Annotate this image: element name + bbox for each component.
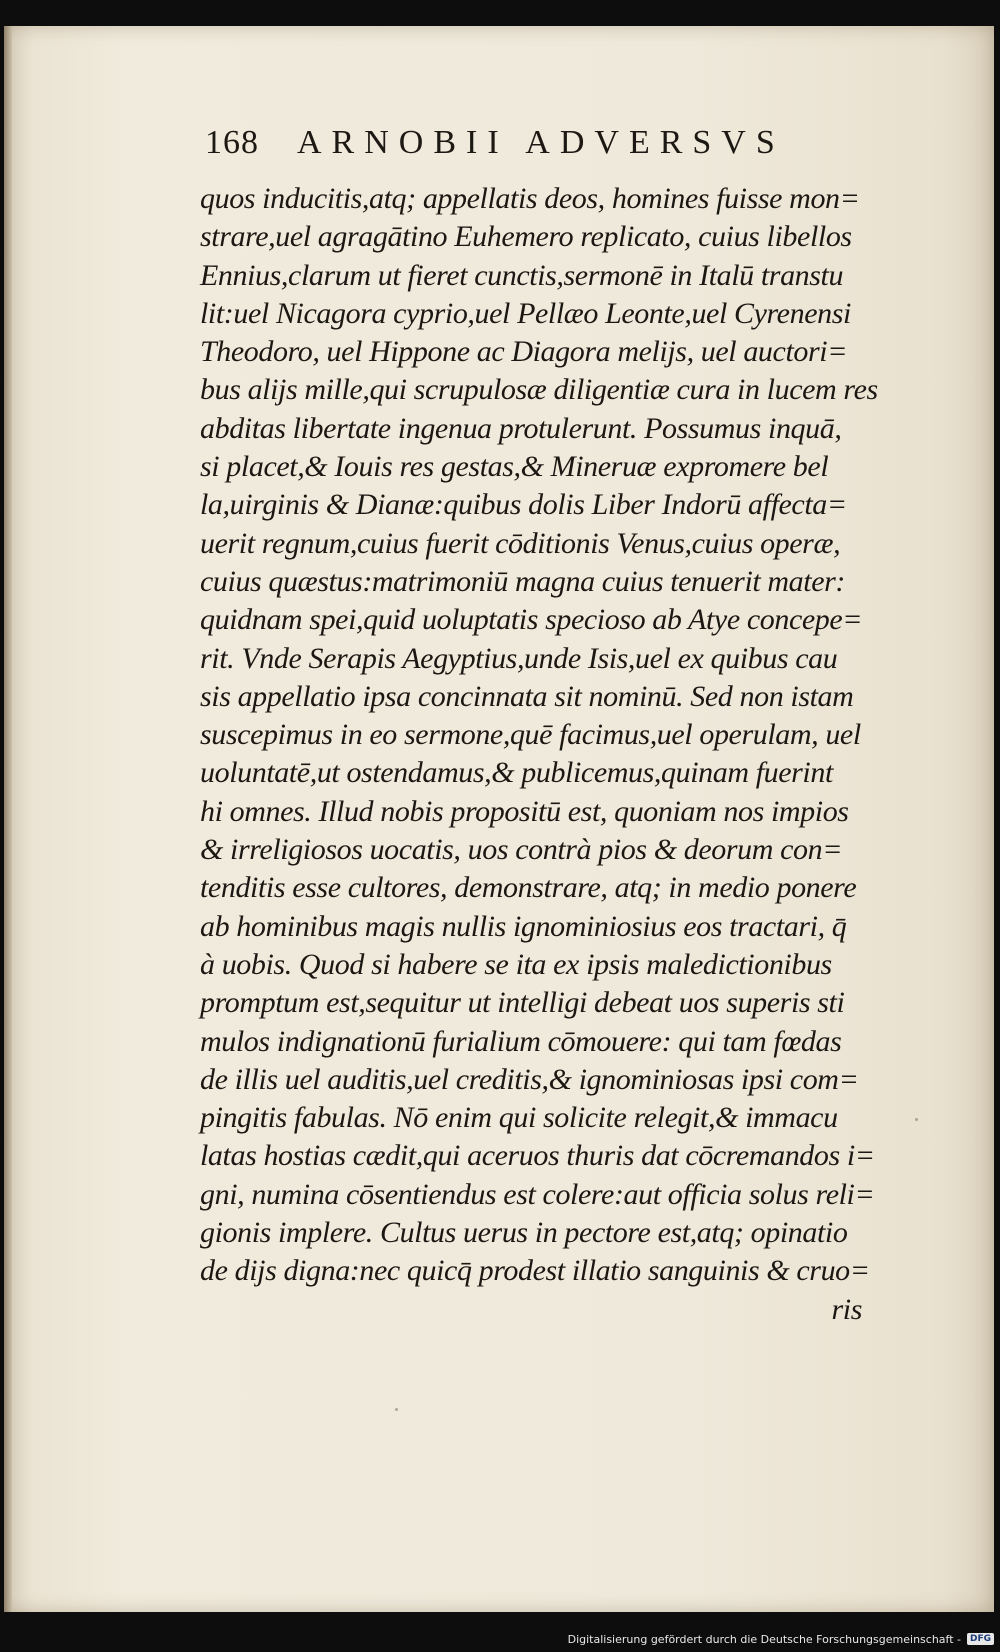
text-line: lit:uel Nicagora cyprio,uel Pellæo Leonte,uel Cyrenensi — [200, 296, 851, 330]
page-gutter-shadow — [4, 26, 12, 1612]
text-line: mulos indignationū furialium cōmouere: qui tam fœdas — [200, 1024, 842, 1058]
text-line: quos inducitis,atq; appellatis deos, homines fuisse mon= — [200, 182, 860, 215]
catchword: ris — [831, 1292, 862, 1326]
dfg-logo-icon: DFG — [967, 1633, 994, 1645]
text-line: quidnam spei,quid uoluptatis specioso ab Atye concepe= — [200, 603, 863, 637]
text-line: hi omnes. Illud nobis propositū est, quoniam nos impios — [200, 794, 849, 828]
text-line: la,uirginis & Dianæ:quibus dolis Liber Indorū affecta= — [200, 488, 847, 522]
text-line: à uobis. Quod si habere se ita ex ipsis maledictionibus — [200, 947, 832, 981]
text-line: de illis uel auditis,uel creditis,& ignominiosas ipsi com= — [200, 1062, 859, 1096]
text-line: abditas libertate ingenua protulerunt. Possumus inquā, — [200, 411, 842, 445]
page-header — [205, 124, 865, 174]
paper-speck — [915, 1118, 918, 1121]
digitization-footer — [567, 1630, 1000, 1648]
text-line: strare,uel agragātino Euhemero replicato, cuius libellos — [200, 220, 852, 254]
text-line: & irreligiosos uocatis, uos contrà pios & deorum con= — [200, 833, 843, 867]
text-line: Ennius,clarum ut fieret cunctis,sermonē in Italū transtu — [200, 258, 844, 292]
text-line: pingitis fabulas. Nō enim qui solicite relegit,& immacu — [200, 1101, 838, 1135]
text-line: bus alijs mille,qui scrupulosæ diligentiæ cura in lucem res — [200, 373, 878, 407]
running-head: ARNOBII ADVERSVS — [297, 124, 785, 161]
text-line: latas hostias cædit,qui aceruos thuris dat cōcremandos i= — [200, 1139, 875, 1173]
text-line: promptum est,sequitur ut intelligi debeat uos superis sti — [200, 986, 845, 1020]
text-line: gionis implere. Cultus uerus in pectore est,atq; opinatio — [200, 1216, 848, 1250]
footer-credit: Digitalisierung gefördert durch die Deutsche Forschungsgemeinschaft - — [567, 1632, 961, 1646]
page-number: 168 — [205, 124, 259, 161]
text-block — [200, 180, 900, 1329]
text-line: gni, numina cōsentiendus est colere:aut officia solus reli= — [200, 1177, 875, 1211]
text-line: Theodoro, uel Hippone ac Diagora melijs, uel auctori= — [200, 335, 848, 369]
paper-speck — [395, 1408, 398, 1411]
text-line: sis appellatio ipsa concinnata sit nominū. Sed non istam — [200, 679, 854, 713]
text-line: uerit regnum,cuius fuerit cōditionis Venus,cuius operæ, — [200, 526, 841, 560]
text-line: tenditis esse cultores, demonstrare, atq; in medio ponere — [200, 871, 857, 905]
text-line: rit. Vnde Serapis Aegyptius,unde Isis,uel ex quibus cau — [200, 641, 838, 675]
text-line: uoluntatē,ut ostendamus,& publicemus,quinam fuerint — [200, 756, 833, 790]
text-line: si placet,& Iouis res gestas,& Mineruæ expromere bel — [200, 450, 829, 484]
text-line: cuius quæstus:matrimoniū magna cuius tenuerit mater: — [200, 564, 846, 598]
text-line: suscepimus in eo sermone,quē facimus,uel operulam, uel — [200, 718, 861, 752]
text-line: de dijs digna:nec quicq̄ prodest illatio sanguinis & cruo= — [200, 1254, 870, 1288]
text-line: ab hominibus magis nullis ignominiosius eos tractari, q̄ — [200, 909, 847, 943]
